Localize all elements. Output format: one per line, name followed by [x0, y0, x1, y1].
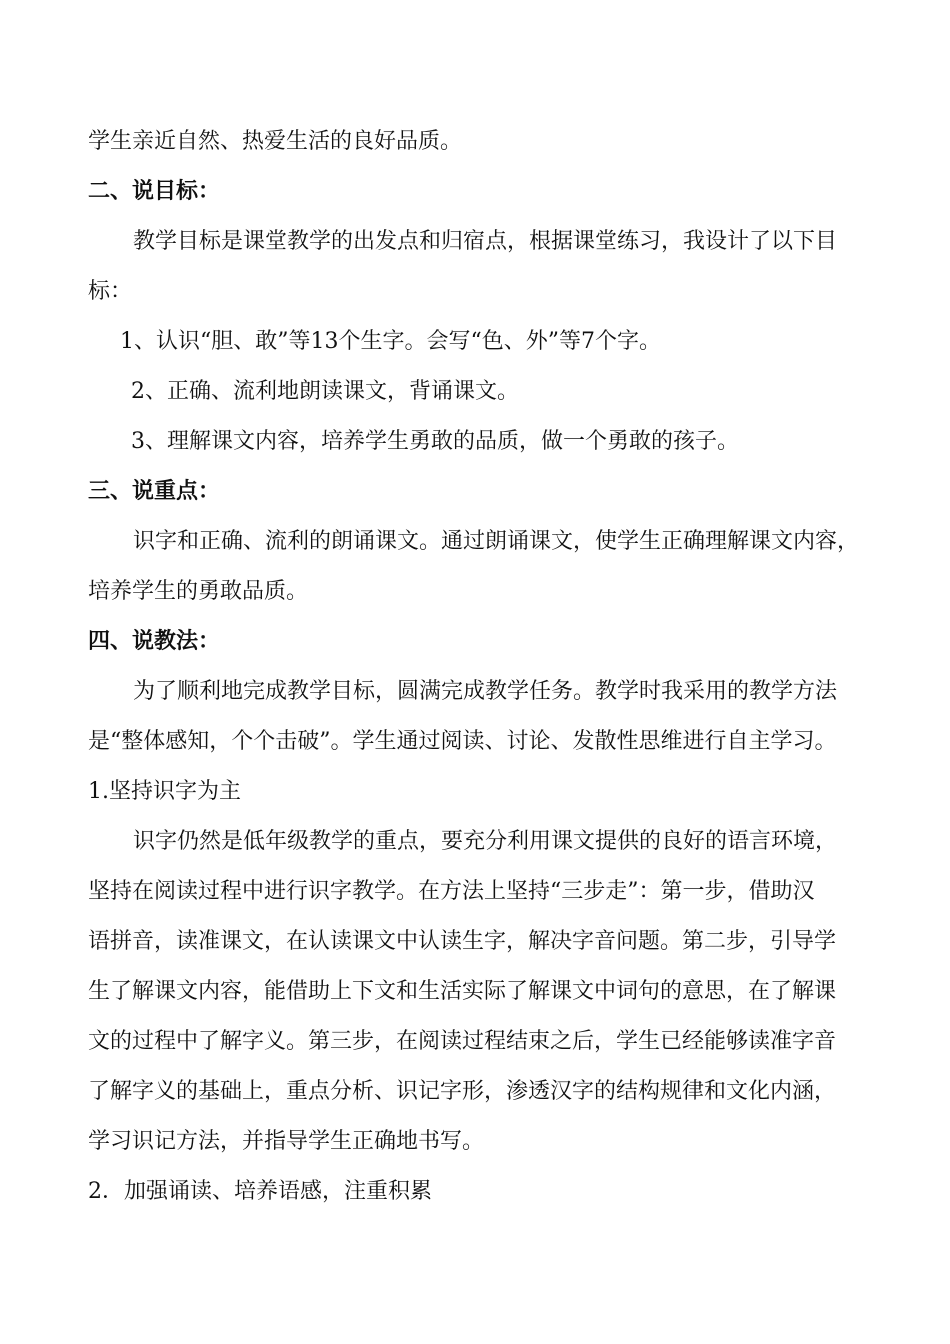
- section-heading-methods: 四、说教法：: [88, 629, 221, 654]
- subheading: 2．加强诵读、培养语感，注重积累: [88, 1179, 432, 1204]
- paragraph-line: 是“整体感知，个个击破”。学生通过阅读、讨论、发散性思维进行自主学习。: [88, 729, 837, 754]
- paragraph-line: 坚持在阅读过程中进行识字教学。在方法上坚持“三步走”：第一步，借助汉: [88, 879, 815, 904]
- paragraph-line: 了解字义的基础上，重点分析、识记字形，渗透汉字的结构规律和文化内涵，: [88, 1079, 837, 1104]
- paragraph-line: 学习识记方法，并指导学生正确地书写。: [88, 1129, 485, 1154]
- paragraph-line: 为了顺利地完成教学目标，圆满完成教学任务。教学时我采用的教学方法: [133, 679, 838, 704]
- paragraph-line: 教学目标是课堂教学的出发点和归宿点，根据课堂练习，我设计了以下目: [133, 229, 838, 254]
- subheading: 1.坚持识字为主: [88, 779, 241, 804]
- paragraph-line: 识字和正确、流利的朗诵课文。通过朗诵课文，使学生正确理解课文内容，: [133, 529, 860, 554]
- paragraph-line: 标：: [88, 279, 133, 304]
- list-item: 2、正确、流利地朗读课文，背诵课文。: [131, 379, 519, 404]
- paragraph-line: 学生亲近自然、热爱生活的良好品质。: [88, 129, 463, 154]
- paragraph-line: 文的过程中了解字义。第三步，在阅读过程结束之后，学生已经能够读准字音: [88, 1029, 837, 1054]
- section-heading-goals: 二、说目标：: [88, 179, 221, 204]
- paragraph-line: 生了解课文内容，能借助上下文和生活实际了解课文中词句的意思，在了解课: [88, 979, 837, 1004]
- paragraph-line: 语拼音，读准课文，在认读课文中认读生字，解决字音问题。第二步，引导学: [88, 929, 837, 954]
- paragraph-line: 培养学生的勇敢品质。: [88, 579, 309, 604]
- list-item: 3、理解课文内容，培养学生勇敢的品质，做一个勇敢的孩子。: [131, 429, 739, 454]
- list-item: 1、认识“胆、敢”等13个生字。会写“色、外”等7个字。: [120, 329, 661, 354]
- section-heading-focus: 三、说重点：: [88, 479, 221, 504]
- paragraph-line: 识字仍然是低年级教学的重点，要充分利用课文提供的良好的语言环境，: [133, 829, 838, 854]
